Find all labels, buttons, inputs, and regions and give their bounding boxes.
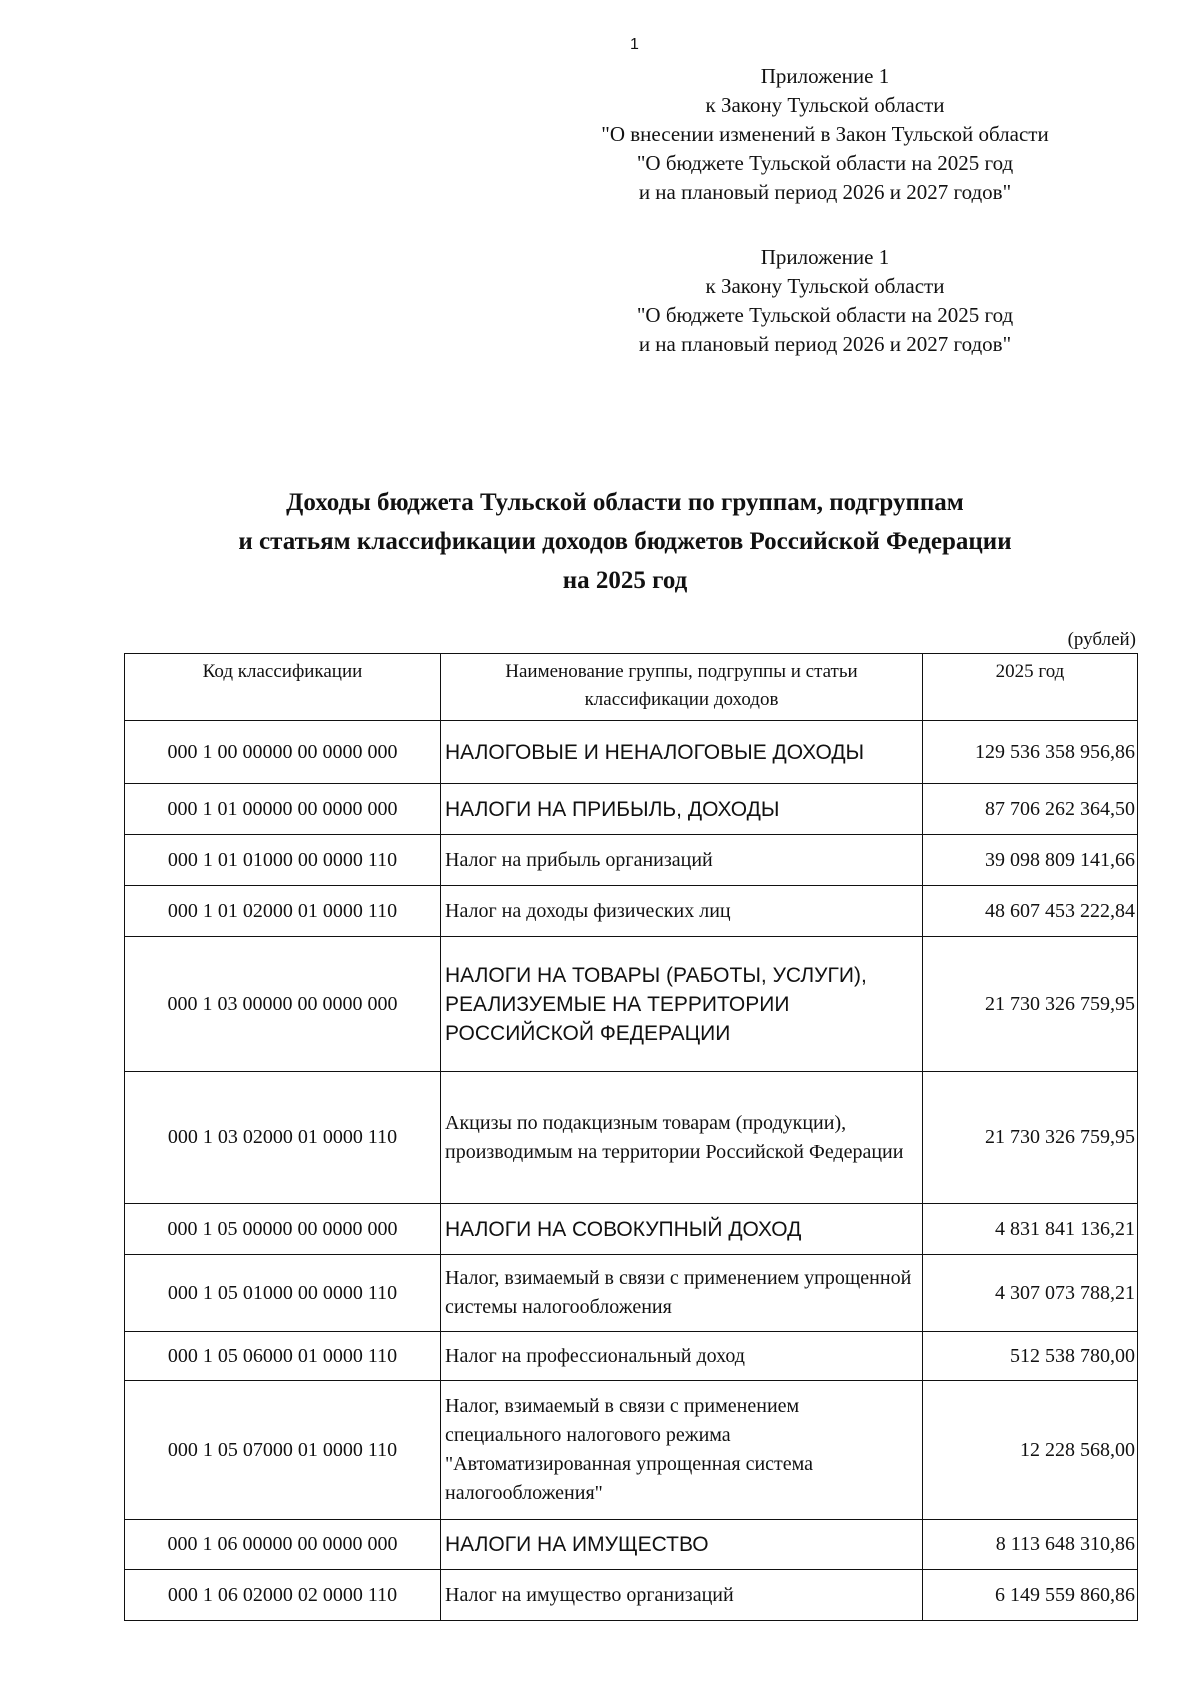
row-name: Налог на доходы физических лиц xyxy=(441,886,923,937)
appendix-line: "О внесении изменений в Закон Тульской области xyxy=(601,122,1049,146)
appendix-line: "О бюджете Тульской области на 2025 год xyxy=(636,303,1014,327)
page-number: 1 xyxy=(630,36,639,53)
row-name: НАЛОГОВЫЕ И НЕНАЛОГОВЫЕ ДОХОДЫ xyxy=(441,721,923,784)
row-amount: 6 149 559 860,86 xyxy=(923,1570,1138,1621)
table-row xyxy=(125,1072,1138,1204)
title-line: на 2025 год xyxy=(562,567,688,594)
row-code: 000 1 01 01000 00 0000 110 xyxy=(125,835,441,886)
appendix-line: к Закону Тульской области xyxy=(705,274,945,298)
appendix-line: Приложение 1 xyxy=(760,245,890,269)
units-label: (рублей) xyxy=(1067,629,1136,650)
header-name: Наименование группы, подгруппы и статьи классификации доходов xyxy=(441,654,923,721)
title-line: Доходы бюджета Тульской области по группам, подгруппам xyxy=(286,489,964,516)
table-row xyxy=(125,835,1138,886)
appendix-line: и на плановый период 2026 и 2027 годов" xyxy=(638,332,1012,356)
table-row xyxy=(125,1381,1138,1520)
table-row xyxy=(125,1204,1138,1255)
table-header-row xyxy=(125,654,1138,721)
table-row xyxy=(125,1570,1138,1621)
row-amount: 12 228 568,00 xyxy=(923,1381,1138,1520)
row-name: НАЛОГИ НА СОВОКУПНЫЙ ДОХОД xyxy=(441,1204,923,1255)
row-code: 000 1 03 00000 00 0000 000 xyxy=(125,937,441,1072)
row-name: Налог на прибыль организаций xyxy=(441,835,923,886)
row-code: 000 1 05 07000 01 0000 110 xyxy=(125,1381,441,1520)
appendix-line: "О бюджете Тульской области на 2025 год xyxy=(636,151,1014,175)
table-row xyxy=(125,1520,1138,1570)
row-code: 000 1 05 00000 00 0000 000 xyxy=(125,1204,441,1255)
row-code: 000 1 05 06000 01 0000 110 xyxy=(125,1332,441,1381)
row-amount: 512 538 780,00 xyxy=(923,1332,1138,1381)
row-name: Налог, взимаемый в связи с применением специального налогового режима "Автоматизированная упрощенная система налогообложения" xyxy=(441,1381,923,1520)
row-code: 000 1 06 00000 00 0000 000 xyxy=(125,1520,441,1570)
row-code: 000 1 00 00000 00 0000 000 xyxy=(125,721,441,784)
row-code: 000 1 01 00000 00 0000 000 xyxy=(125,784,441,835)
row-code: 000 1 03 02000 01 0000 110 xyxy=(125,1072,441,1204)
row-name: НАЛОГИ НА ТОВАРЫ (РАБОТЫ, УСЛУГИ), РЕАЛИЗУЕМЫЕ НА ТЕРРИТОРИИ РОССИЙСКОЙ ФЕДЕРАЦИИ xyxy=(441,937,923,1072)
row-amount: 4 831 841 136,21 xyxy=(923,1204,1138,1255)
table-row xyxy=(125,1255,1138,1332)
row-name: НАЛОГИ НА ИМУЩЕСТВО xyxy=(441,1520,923,1570)
appendix-line: и на плановый период 2026 и 2027 годов" xyxy=(638,180,1012,204)
row-code: 000 1 05 01000 00 0000 110 xyxy=(125,1255,441,1332)
row-name: Акцизы по подакцизным товарам (продукции), производимым на территории Российской Федерации xyxy=(441,1072,923,1204)
row-name: Налог на профессиональный доход xyxy=(441,1332,923,1381)
appendix-line: к Закону Тульской области xyxy=(705,93,945,117)
row-amount: 48 607 453 222,84 xyxy=(923,886,1138,937)
row-amount: 21 730 326 759,95 xyxy=(923,937,1138,1072)
row-name: Налог, взимаемый в связи с применением упрощенной системы налогообложения xyxy=(441,1255,923,1332)
appendix-heading-original xyxy=(560,243,1090,359)
row-amount: 129 536 358 956,86 xyxy=(923,721,1138,784)
appendix-heading-current xyxy=(560,62,1090,207)
header-amount: 2025 год xyxy=(923,654,1138,721)
table-row xyxy=(125,937,1138,1072)
header-code: Код классификации xyxy=(125,654,441,721)
row-name: НАЛОГИ НА ПРИБЫЛЬ, ДОХОДЫ xyxy=(441,784,923,835)
table-row xyxy=(125,886,1138,937)
row-amount: 4 307 073 788,21 xyxy=(923,1255,1138,1332)
row-code: 000 1 01 02000 01 0000 110 xyxy=(125,886,441,937)
row-amount: 21 730 326 759,95 xyxy=(923,1072,1138,1204)
document-title xyxy=(160,483,1090,600)
appendix-line: Приложение 1 xyxy=(760,64,890,88)
row-amount: 8 113 648 310,86 xyxy=(923,1520,1138,1570)
row-name: Налог на имущество организаций xyxy=(441,1570,923,1621)
table-row xyxy=(125,784,1138,835)
table-row xyxy=(125,721,1138,784)
revenue-table xyxy=(124,653,1138,1621)
row-code: 000 1 06 02000 02 0000 110 xyxy=(125,1570,441,1621)
row-amount: 87 706 262 364,50 xyxy=(923,784,1138,835)
row-amount: 39 098 809 141,66 xyxy=(923,835,1138,886)
title-line: и статьям классификации доходов бюджетов Российской Федерации xyxy=(238,528,1012,555)
table-row xyxy=(125,1332,1138,1381)
